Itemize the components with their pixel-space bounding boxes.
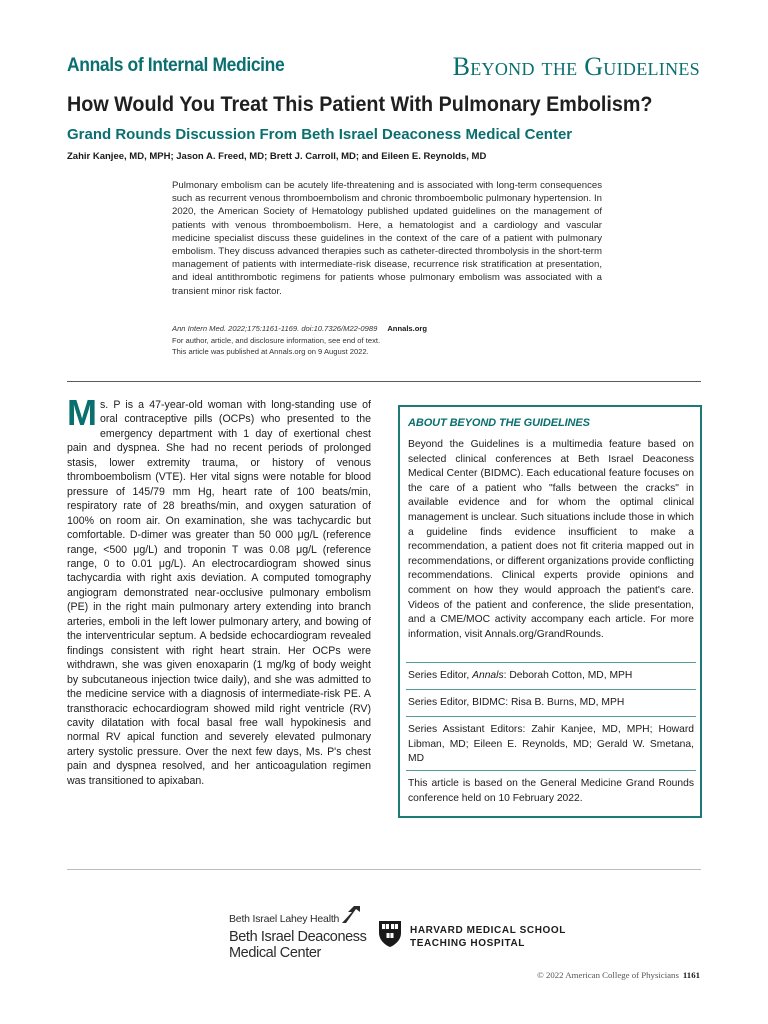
hms-line1: HARVARD MEDICAL SCHOOL: [410, 925, 566, 936]
sidebar-divider: [406, 770, 696, 771]
journal-name: Annals of Internal Medicine: [67, 55, 285, 76]
sidebar-divider: [406, 662, 696, 663]
author-info-note: For author, article, and disclosure information, see end of text.: [172, 335, 381, 345]
series-name: Beyond the Guidelines: [452, 52, 700, 81]
hms-line2: TEACHING HOSPITAL: [410, 938, 526, 949]
publication-note: This article was published at Annals.org on 9 August 2022.: [172, 347, 369, 357]
series-editor-annals: [408, 669, 694, 684]
bidmc-name-line1: Beth Israel Deaconess: [229, 929, 367, 945]
series-editor-bidmc: Series Editor, BIDMC: Risa B. Burns, MD, MPH: [408, 697, 625, 708]
abstract: Pulmonary embolism can be acutely life-threatening and is associated with long-term consequences such as recurrent venous thromboembolism and chronic thromboembolic pulmonary hypertension. In 2020, the American Society of Hematology published updated guidelines on the management of patients with venous thromboembolism. Here, a hematologist and a cardiology and vascular medicine specialist discuss these guidelines in the context of the care of a patient with pulmonary embolism. They discuss advanced therapies such as catheter-directed thrombolysis in the short-term management of patients with intermediate-risk disease, recurrence risk stratification at presentation, and ideal antithrombotic regimens for patients whose pulmonary embolism was associated with a transient minor risk factor.: [172, 180, 602, 297]
harvard-shield-icon: [378, 920, 402, 948]
series-assistant-editors: Series Assistant Editors: Zahir Kanjee, MD, MPH; Howard Libman, MD; Eileen E. Reynolds, MD; Gerald W. Smetana, MD: [408, 724, 694, 765]
bilh-arrow-icon: [340, 904, 362, 926]
case-body: [67, 392, 371, 788]
page-number: 1161: [682, 970, 700, 980]
copyright-line: [537, 970, 700, 980]
citation-block: [172, 323, 602, 358]
sidebar-divider: [406, 716, 696, 717]
citation-line: [172, 323, 602, 335]
article-subtitle: Grand Rounds Discussion From Beth Israel Deaconess Medical Center: [67, 126, 573, 143]
series-editor-name: : Deborah Cotton, MD, MPH: [503, 670, 633, 681]
article-title: How Would You Treat This Patient With Pulmonary Embolism?: [67, 93, 653, 116]
series-editor-journal: Annals: [472, 670, 504, 681]
sidebar-divider: [406, 689, 696, 690]
conference-note: This article is based on the General Medicine Grand Rounds conference held on 10 February 2022.: [408, 778, 694, 804]
footer-divider: [67, 869, 701, 870]
bidmc-name-line2: Medical Center: [229, 945, 321, 961]
sidebar-heading: ABOUT BEYOND THE GUIDELINES: [408, 417, 590, 429]
drop-cap: M: [67, 392, 97, 433]
sidebar-intro: Beyond the Guidelines is a multimedia feature based on selected clinical conferences at Beth Israel Deaconess Medical Center (BIDMC). Each educational feature focuses on the care of a patient who "falls between the cracks" in available evidence and for whom the optimal clinical management is unclear. Such situations include those in which a guideline finds evidence insufficient to make a recommendation, a patient does not fit criteria mapped out in recommendations, or different organizations provide conflicting recommendations. Clinical experts provide opinions and comment on how they would approach the patient's care. Videos of the patient and conference, the slide presentation, and a CME/MOC activity accompany each article. For more information, visit Annals.org/GrandRounds.: [408, 439, 694, 640]
author-list: Zahir Kanjee, MD, MPH; Jason A. Freed, MD; Brett J. Carroll, MD; and Eileen E. Reynolds, MD: [67, 151, 487, 162]
section-divider: [67, 381, 701, 382]
citation-reference: Ann Intern Med. 2022;175:1161-1169. doi:10.7326/M22-0989: [172, 324, 378, 333]
citation-site-link[interactable]: Annals.org: [387, 324, 427, 333]
sidebar-box: [398, 405, 702, 818]
bilh-name: Beth Israel Lahey Health: [229, 913, 340, 925]
copyright-text: © 2022 American College of Physicians: [537, 970, 679, 980]
series-editor-label: Series Editor,: [408, 670, 473, 681]
case-text: s. P is a 47-year-old woman with long-standing use of oral contraceptive pills (OCPs) who presented to the emergency department with 1 day of exertional chest pain and dyspnea. She had no recent periods of prolonged stasis, lower extremity trauma, or history of venous thromboembolism (VTE). Her vital signs were notable for blood pressure of 145/79 mm Hg, heart rate of 100 beats/min, respiratory rate of 28 breaths/min, and oxygen saturation of 100% on room air. On examination, she was tachycardic but comfortable. D-dimer was greater than 50 000 μg/L (reference range, <500 μg/L) and troponin T was 0.08 μg/L (reference range, 0 to 0.01 μg/L). An electrocardiogram showed sinus tachycardia with right axis deviation. A computed tomography angiogram demonstrated near-occlusive pulmonary embolism (PE) in the right main pulmonary artery extending into branch arteries, emboli in the left lower pulmonary artery, and bowing of the interventricular septum. A bedside echocardiogram revealed findings consistent with right heart strain. Her OCPs were withdrawn, she was given enoxaparin (1 mg/kg of body weight by subcutaneous injection twice daily), and she was admitted to the medicine service with a diagnosis of intermediate-risk PE. A transthoracic echocardiogram showed mild right ventricle (RV) cavity dilatation with focal basal free wall hypokinesis and normal RV apical function and severely elevated pulmonary artery systolic pressure. Over the next few days, Ms. P's chest pain and dyspnea resolved, and her anticoagulation regimen was transitioned to apixaban.: [67, 399, 371, 787]
